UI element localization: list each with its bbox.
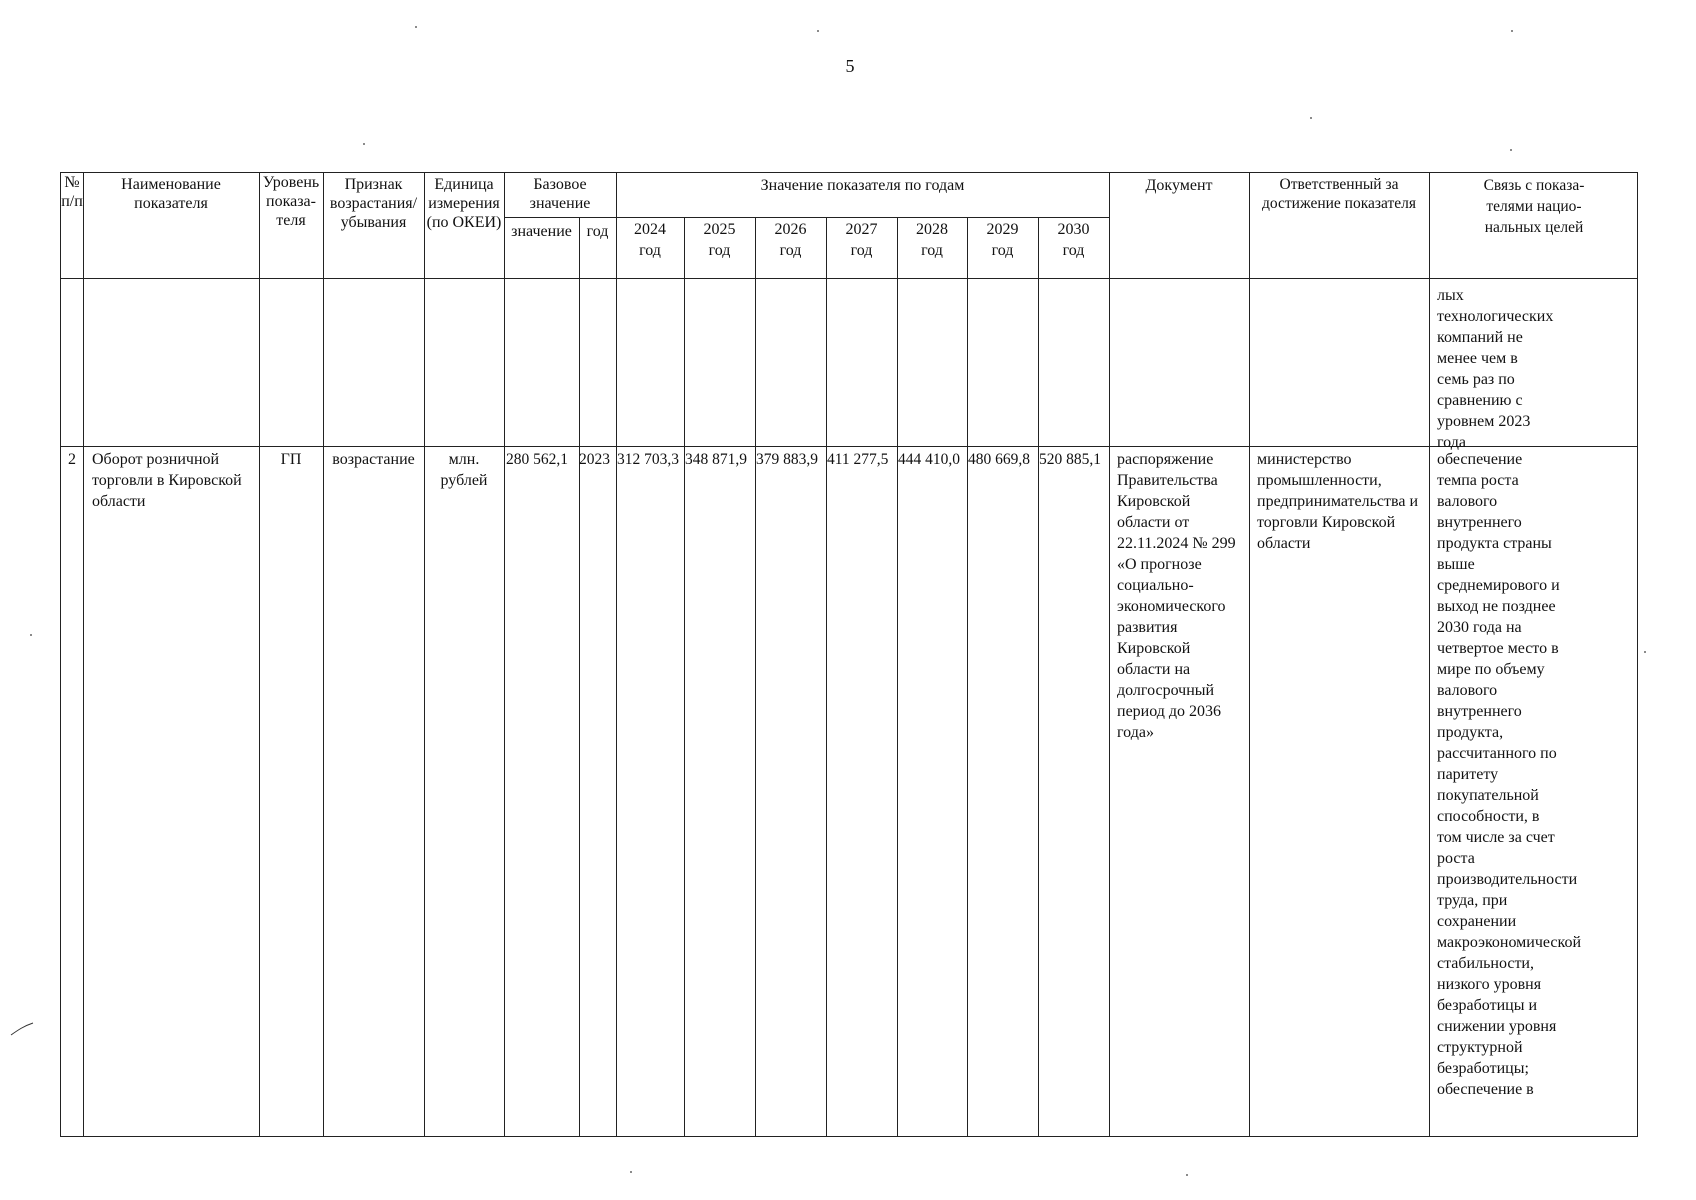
header-subline — [504, 217, 616, 218]
column-line — [684, 217, 685, 1136]
header-responsible: Ответственный за достижение показателя — [1261, 176, 1417, 212]
scan-speck — [30, 634, 32, 636]
header-year-2026: 2026 год — [774, 221, 807, 259]
pen-mark — [10, 1022, 34, 1036]
scan-speck — [817, 30, 819, 32]
header-trend: Признак возрастания/ убывания — [329, 176, 418, 231]
header-base: Базовое значение — [529, 176, 591, 212]
row2-value-2028: 444 410,0 — [898, 451, 960, 468]
row2-base-value: 280 562,1 — [506, 451, 568, 468]
column-line — [504, 173, 505, 1136]
header-year-2025: 2025 год — [703, 221, 736, 259]
indicator-table — [60, 172, 1638, 1137]
header-year-2024: 2024 год — [634, 221, 666, 259]
header-unit: Единица измерения (по ОКЕИ) — [426, 176, 502, 231]
scan-speck — [1510, 149, 1512, 151]
header-subline — [616, 217, 1109, 218]
header-num: № п/п — [61, 174, 83, 210]
row2-value-2026: 379 883,9 — [756, 451, 818, 468]
row2-value-2027: 411 277,5 — [827, 451, 889, 468]
scan-speck — [1511, 30, 1513, 32]
header-base-value: значение — [511, 223, 572, 240]
header-year-2028: 2028 год — [916, 221, 948, 259]
row2-responsible: министерство промышленности, предпринимательства и торговли Кировской области — [1257, 451, 1419, 552]
header-bottom-line — [61, 278, 1637, 279]
column-line — [323, 173, 324, 1136]
column-line — [826, 217, 827, 1136]
row2-document: распоряжение Правительства Кировской области от 22.11.2024 № 299 «О прогнозе социально-экономического развития Кировской области на долгосрочный период до 2036 года» — [1117, 451, 1236, 741]
column-line — [83, 173, 84, 1136]
row2-trend: возрастание — [332, 451, 415, 468]
scan-speck — [1310, 117, 1312, 119]
row2-unit: млн. рублей — [440, 451, 488, 489]
continued-link-text: лых технологических компаний не менее чем в семь раз по сравнению с уровнем 2023 года — [1437, 287, 1554, 451]
row2-value-2024: 312 703,3 — [617, 451, 679, 468]
page-number: 5 — [845, 56, 855, 76]
row2-name: Оборот розничной торговли в Кировской области — [92, 451, 242, 510]
header-name: Наименование показателя — [121, 176, 221, 212]
column-line — [897, 217, 898, 1136]
scan-speck — [1186, 1174, 1188, 1176]
row-separator-line — [61, 446, 1637, 447]
column-line — [1109, 173, 1110, 1136]
header-link: Связь с показа- телями нацио- нальных целей — [1483, 177, 1585, 236]
header-document: Документ — [1145, 177, 1213, 194]
row2-level: ГП — [280, 451, 302, 468]
header-level: Уровень показа- теля — [262, 174, 320, 229]
row2-num: 2 — [68, 451, 76, 468]
column-line — [967, 217, 968, 1136]
column-line — [616, 173, 617, 1136]
header-year-2027: 2027 год — [845, 221, 878, 259]
column-line — [1038, 217, 1039, 1136]
scan-speck — [363, 143, 365, 145]
row2-link: обеспечение темпа роста валового внутреннего продукта страны выше среднемирового и выход не позднее 2030 года на четвертое место в мире по объему валового внутреннего продукта, рассчитанного по паритету покупательной способности, в том числе за счет роста производительности труда, при сохранении макроэкономической стабильности, низкого уровня безработицы и снижении уровня структурной безработицы; обеспечение в — [1437, 451, 1582, 1098]
row2-value-2030: 520 885,1 — [1039, 451, 1101, 468]
scan-speck — [630, 1171, 632, 1173]
column-line — [259, 173, 260, 1136]
header-years-group: Значение показателя по годам — [760, 177, 965, 194]
scan-speck — [415, 26, 417, 28]
header-base-year: год — [586, 223, 609, 240]
row2-value-2025: 348 871,9 — [685, 451, 747, 468]
column-line — [1249, 173, 1250, 1136]
header-year-2029: 2029 год — [986, 221, 1019, 259]
row2-base-year: 2023 — [579, 451, 610, 468]
scan-speck — [1644, 651, 1646, 653]
column-line — [755, 217, 756, 1136]
column-line — [579, 217, 580, 1136]
header-year-2030: 2030 год — [1057, 221, 1090, 259]
row2-value-2029: 480 669,8 — [968, 451, 1030, 468]
column-line — [424, 173, 425, 1136]
column-line — [1429, 173, 1430, 1136]
